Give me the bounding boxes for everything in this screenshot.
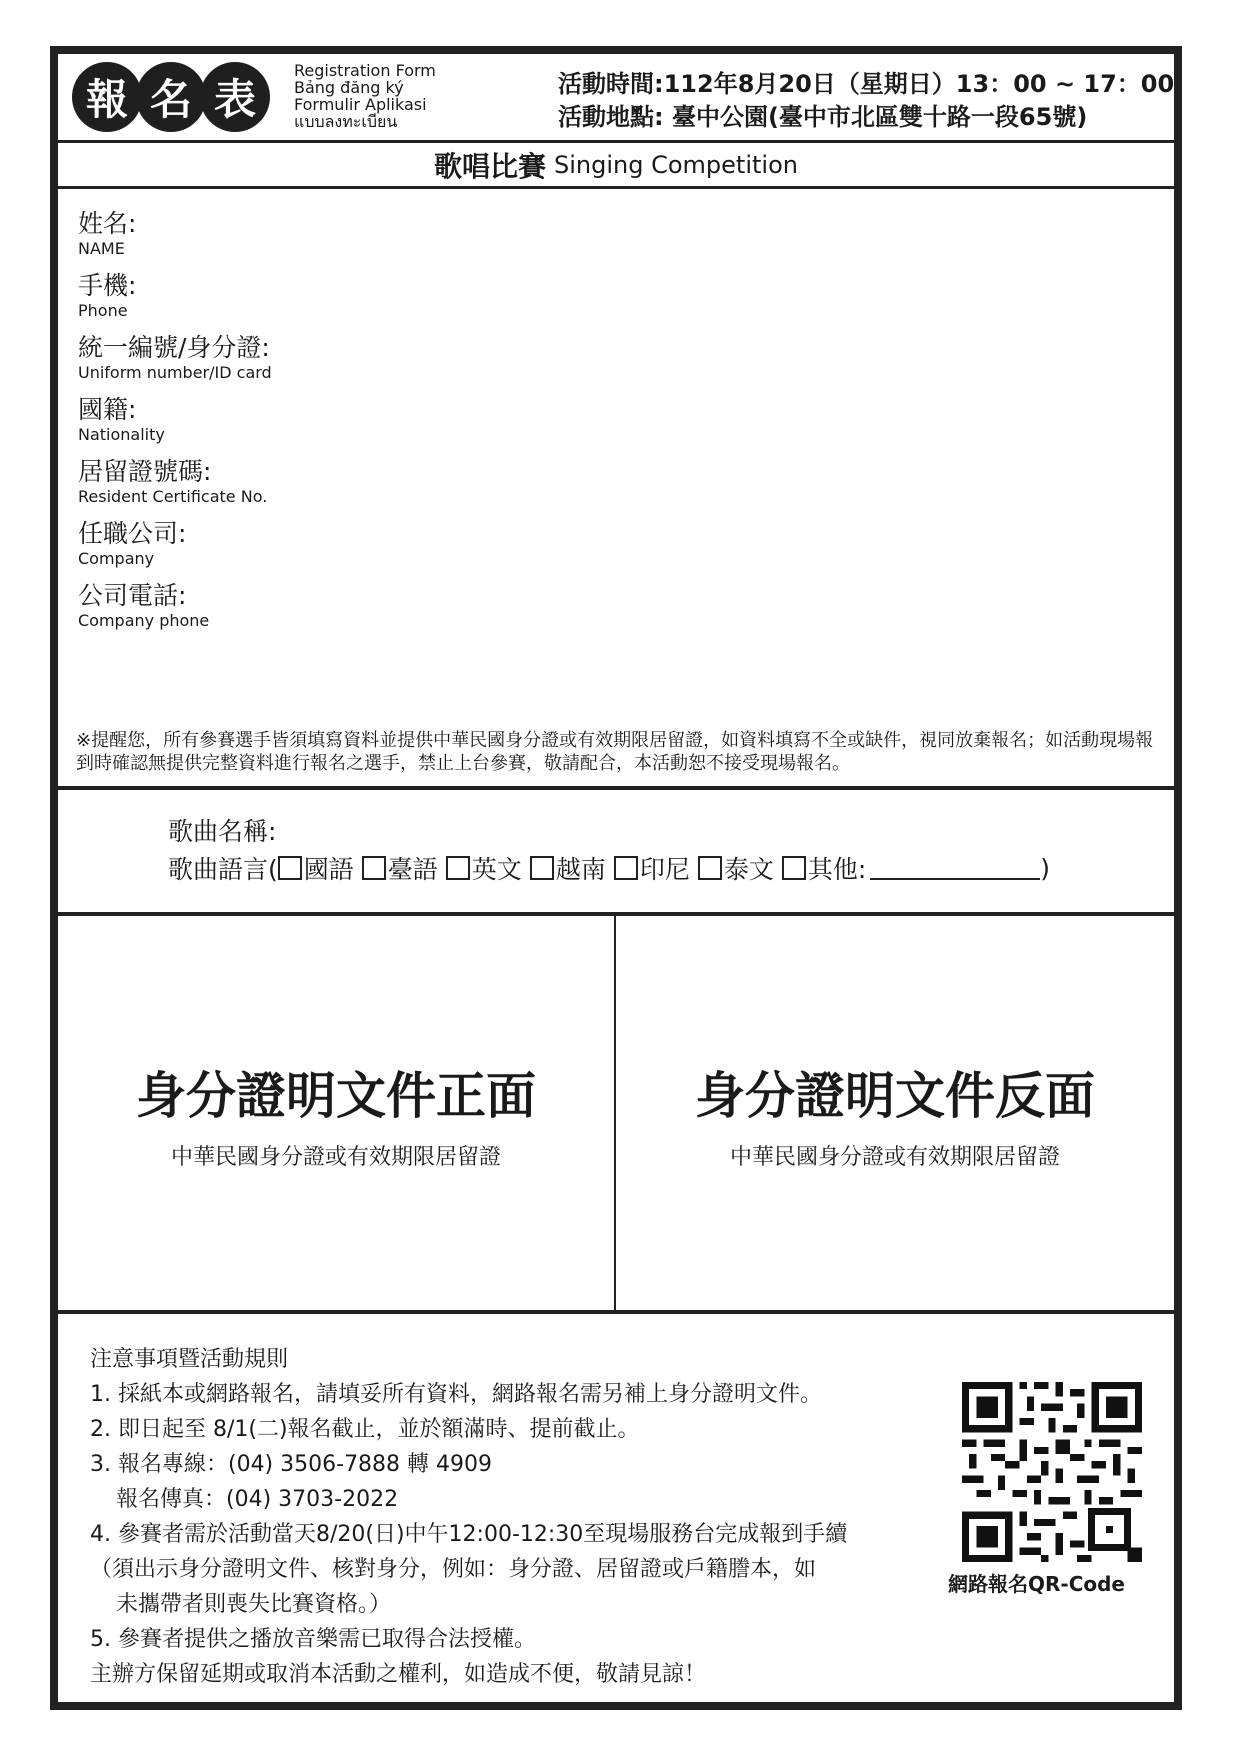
rule-line: 2. 即日起至 8/1(二)報名截止，並於額滿時、提前截止。 — [90, 1417, 640, 1442]
form-header — [58, 54, 1174, 140]
field-company-phone[interactable] — [78, 581, 209, 630]
id-front-area[interactable] — [58, 916, 616, 1310]
rule-line: （須出示身分證明文件、核對身分，例如：身分證、居留證或戶籍謄本，如 — [90, 1557, 817, 1582]
field-label-en: Resident Certificate No. — [78, 487, 268, 506]
field-label-en: NAME — [78, 239, 125, 258]
rules-heading: 注意事項暨活動規則 — [90, 1347, 289, 1372]
language-option: 泰文 — [723, 855, 774, 884]
rule-line: 4. 參賽者需於活動當天8/20(日)中午12:00-12:30至現場服務台完成報到手續 — [90, 1522, 848, 1547]
qr-code-label: 網路報名QR-Code — [948, 1572, 1126, 1596]
registration-qr-code[interactable] — [962, 1382, 1142, 1562]
language-option: 臺語 — [387, 855, 438, 884]
checkbox-english[interactable] — [446, 856, 470, 880]
checkbox-vietnamese[interactable] — [530, 856, 554, 880]
field-label-en: Company phone — [78, 611, 210, 630]
language-option: 印尼 — [639, 855, 690, 884]
field-company[interactable] — [78, 519, 186, 568]
logo-char: 名 — [136, 62, 206, 132]
song-language-options — [168, 850, 1050, 886]
form-title-id: Formulir Aplikasi — [294, 95, 427, 114]
field-label: 統一編號/身分證: — [78, 333, 270, 362]
logo-char: 報 — [72, 62, 142, 132]
field-label-en: Nationality — [78, 425, 165, 444]
form-title-th: แบบลงทะเบียน — [294, 112, 398, 131]
competition-title — [58, 140, 1174, 186]
song-name-label[interactable]: 歌曲名稱: — [168, 817, 277, 846]
id-document-section — [58, 912, 1174, 1310]
id-back-subtitle: 中華民國身分證或有效期限居留證 — [729, 1144, 1060, 1170]
field-label: 國籍: — [78, 395, 137, 424]
field-label: 公司電話: — [78, 581, 187, 610]
song-language-close: ) — [1040, 853, 1051, 883]
rules-list — [90, 1342, 847, 1692]
field-label: 姓名: — [78, 209, 137, 238]
rule-line: 1. 採紙本或網路報名，請填妥所有資料，網路報名需另補上身分證明文件。 — [90, 1382, 822, 1407]
field-label: 居留證號碼: — [78, 457, 212, 486]
event-info — [558, 68, 1174, 134]
registration-form — [50, 46, 1182, 1710]
title-zh: 歌唱比賽 — [434, 149, 547, 183]
title-en: Singing Competition — [554, 150, 798, 179]
checkbox-thai[interactable] — [698, 856, 722, 880]
personal-info-section — [58, 186, 1174, 786]
rule-line: 報名傳真：(04) 3703-2022 — [116, 1487, 399, 1512]
id-back-area[interactable] — [616, 916, 1174, 1310]
checkbox-mandarin[interactable] — [278, 856, 302, 880]
checkbox-indonesian[interactable] — [614, 856, 638, 880]
id-front-subtitle: 中華民國身分證或有效期限居留證 — [170, 1144, 501, 1170]
field-resident-cert[interactable] — [78, 457, 267, 506]
field-name[interactable] — [78, 209, 136, 258]
rules-section — [58, 1310, 1174, 1710]
language-option: 其他: — [807, 855, 867, 884]
field-label-en: Phone — [78, 301, 128, 320]
form-title-vi: Bảng đăng ký — [294, 78, 404, 97]
event-time: 活動時間:112年8月20日（星期日）13：00 ~ 17：00 — [558, 70, 1175, 98]
rule-line: 未攜帶者則喪失比賽資格。） — [116, 1592, 392, 1617]
checkbox-other[interactable] — [782, 856, 806, 880]
field-label-en: Company — [78, 549, 155, 568]
field-id-number[interactable] — [78, 333, 272, 382]
field-label: 手機: — [78, 271, 137, 300]
id-back-title: 身分證明文件反面 — [695, 1066, 1095, 1125]
rule-line: 5. 參賽者提供之播放音樂需已取得合法授權。 — [90, 1627, 536, 1652]
registration-notice: ※提醒您，所有參賽選手皆須填寫資料並提供中華民國身分證或有效期限居留證，如資料填寫不全或缺件，視同放棄報名；如活動現場報到時確認無提供完整資料進行報名之選手，禁止上台參賽，敬請配合，本活動恕不接受現場報名。 — [76, 730, 1154, 774]
form-title-translations — [294, 62, 436, 130]
checkbox-taiwanese[interactable] — [362, 856, 386, 880]
field-label: 任職公司: — [78, 519, 187, 548]
logo-char: 表 — [200, 62, 270, 132]
event-place: 活動地點: 臺中公園(臺中市北區雙十路一段65號) — [558, 103, 1088, 131]
form-title-en: Registration Form — [294, 61, 436, 80]
form-logo — [72, 62, 264, 132]
song-language-label: 歌曲語言( — [168, 855, 278, 884]
rule-line: 主辦方保留延期或取消本活動之權利，如造成不便，敬請見諒！ — [90, 1662, 707, 1687]
language-option: 越南 — [555, 855, 606, 884]
id-front-title: 身分證明文件正面 — [136, 1066, 536, 1125]
field-phone[interactable] — [78, 271, 136, 320]
other-language-blank[interactable] — [870, 856, 1040, 880]
rule-line: 3. 報名專線：(04) 3506-7888 轉 4909 — [90, 1452, 493, 1477]
song-section — [58, 786, 1174, 912]
language-option: 國語 — [303, 855, 354, 884]
field-label-en: Uniform number/ID card — [78, 363, 272, 382]
field-nationality[interactable] — [78, 395, 165, 444]
language-option: 英文 — [471, 855, 522, 884]
